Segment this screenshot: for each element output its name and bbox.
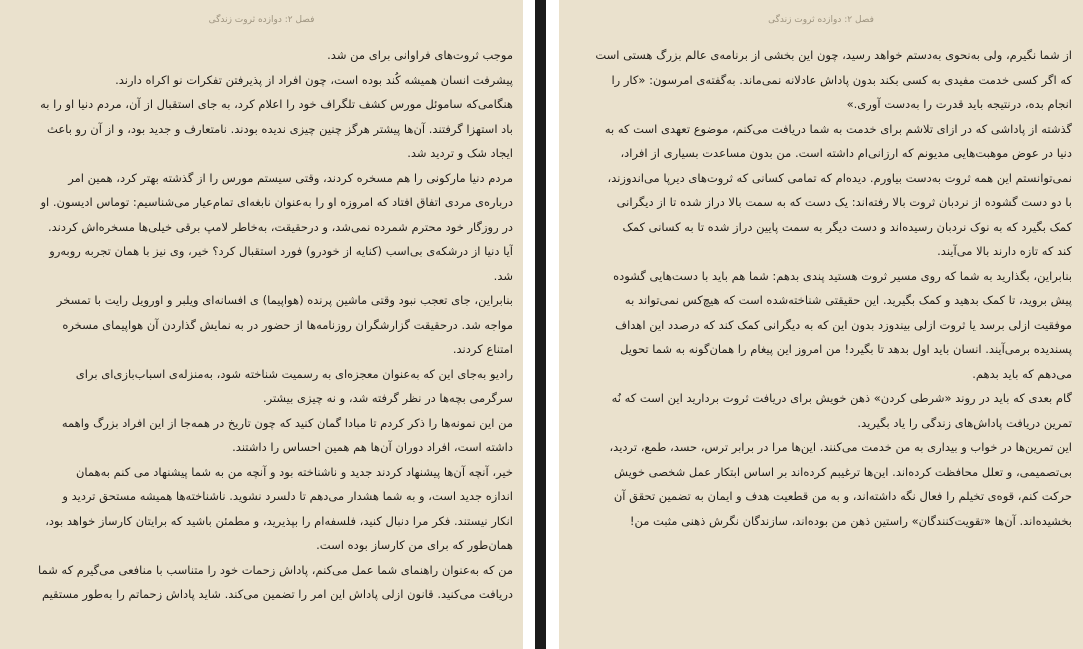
left-page-header: فصل ۲: دوازده ثروت زندگی	[208, 15, 315, 25]
right-page	[559, 0, 1083, 649]
page-divider	[535, 0, 546, 649]
text-line: با دو دست گشوده از نردبان ثروت بالا رفته‌اند: یک دست که به سمت بالا دراز شده تا از دیگرانی	[616, 195, 1072, 209]
text-line: انجام بده، درنتیجه باید قدرت را به‌دست آوری.»	[846, 97, 1072, 111]
text-line: گذشته از پاداشی که در ازای تلاشم برای خدمت به شما دریافت می‌کنم، موضوع تعهدی است که به	[604, 121, 1072, 136]
text-line: هنگامی‌که ساموئل مورس کشف تلگراف خود را اعلام کرد، به جای استقبال از آن، مردم دنیا او را به	[40, 97, 513, 111]
text-line: کمک بگیرد که به نوک نردبان رسیده‌اند و دست دیگر به سمت پایین دراز شده تا به کسانی کمک	[622, 219, 1072, 234]
text-line: بنابراین، جای تعجب نبود وقتی ماشین پرنده (هواپیما) ی افسانه‌ای ویلبر و اورویل رایت با تمسخر	[56, 293, 513, 307]
left-page-body	[18, 43, 513, 607]
text-line: پسندیده برمی‌آیند. انسان باید اول بدهد تا بگیرد! من امروز این پیغام را همان‌گونه به شما تحویل	[620, 342, 1072, 356]
text-line: پیشرفت انسان همیشه کُند بوده است، چون افراد از پذیرفتن تفکرات نو اکراه دارند.	[115, 72, 513, 87]
right-page-header: فصل ۲: دوازده ثروت زندگی	[768, 15, 874, 25]
text-line: از شما نگیرم، ولی به‌نحوی به‌دستم خواهد رسید، چون این بخشی از برنامه‌ی عالم بزرگ هستی است	[595, 48, 1072, 62]
text-line: رادیو به‌جای این که به‌عنوان معجزه‌ای به رسمیت شناخته شود، به‌منزله‌ی اسباب‌بازی‌ای برای	[75, 366, 513, 381]
text-line: که اگر کسی خدمت مفیدی به کسی بکند بدون پاداش عادلانه نمی‌ماند. به‌گفته‌ی امرسون: «کار را	[611, 72, 1072, 87]
text-line: ایجاد شک و تردید شد.	[407, 146, 513, 160]
text-line: بی‌تصمیمی، و تعلل محافظت کرده‌اند. این‌ها ترغیبم کرده‌اند بر اساس ابتکار عمل شخصی خویش	[614, 464, 1072, 479]
text-line: در روزگار خود محترم شمرده نمی‌شد، و درحقیقت، به‌خاطر لامپ برقی خیلی‌ها مسخره‌اش کردند.	[47, 219, 513, 234]
text-line: موجب ثروت‌های فراوانی برای من شد.	[327, 48, 513, 62]
text-line: امتناع کردند.	[452, 342, 513, 356]
text-line: پیش بروید، تا کمک بدهید و کمک بگیرید. این حقیقتی شناخته‌شده است که هیچ‌کس نمی‌تواند به	[624, 293, 1072, 307]
text-line: گام بعدی که باید در روند «شرطی کردن» ذهن خویش برای دریافت ثروت بردارید این است که نُه	[611, 391, 1072, 405]
text-line: حرکت کنم، قوه‌ی تخیلم را فعال نگه داشته‌اند، و به من قطعیت هدف و ایمان به تضمین تحقق آن	[613, 489, 1072, 503]
text-line: باد استهزا گرفتند. آن‌ها پیشتر هرگز چنین چیزی ندیده بودند. نامتعارف و جدید بود، و از آن رو باعث	[47, 121, 513, 136]
text-line: سرگرمی بچه‌ها در نظر گرفته شد، و نه چیزی بیشتر.	[262, 391, 513, 405]
text-line: آیا دنیا از درشکه‌ی بی‌اسب (کنایه از خودرو) فورد استقبال کرد؟ خیر، وی نیز با همان تجربه روبه‌رو	[49, 244, 513, 258]
text-line: انکار نیستند. فکر مرا دنبال کنید، فلسفه‌ام را بپذیرید، و مطمئن باشید که برایتان کارساز خواهد بود،	[45, 513, 513, 528]
text-line: موفقیت ازلی برسد یا ثروت ازلی بیندوزد بدون این که به دیگرانی کمک کند که درصدد این اهداف	[615, 317, 1072, 332]
text-line: تمرین دریافت پاداش‌های زندگی را یاد بگیرید.	[857, 415, 1072, 430]
text-line: دنیا در عوض موهبت‌هایی مدیونم که ارزانی‌ام داشته است. من بدون مساعدت بسیاری از افراد،	[620, 146, 1072, 160]
text-line: درباره‌ی مردی اتفاق افتاد که امروزه او را به‌عنوان نابغه‌ای تمام‌عیار می‌شناسیم: توماس ادیسون. او	[40, 195, 513, 209]
text-line: داشته است، افراد دوران آن‌ها هم همین احساس را داشتند.	[232, 440, 513, 454]
text-line: من این نمونه‌ها را ذکر کردم تا مبادا گمان کنید که چون تاریخ در همه‌جا از این افراد بزرگ واهمه	[61, 415, 513, 430]
text-line: کند که تازه دارند بالا می‌آیند.	[937, 244, 1072, 258]
text-line: اندازه جدید است، و به شما هشدار می‌دهم تا دلسرد نشوید. ناشناخته‌ها همیشه مستحق تردید و	[62, 489, 513, 503]
text-line: بنابراین، بگذارید به شما که روی مسیر ثروت هستید پندی بدهم: شما هم باید با دست‌هایی گشوده	[613, 268, 1072, 283]
left-page	[0, 0, 523, 649]
text-line: من که به‌عنوان راهنمای شما عمل می‌کنم، پاداش زحمات خود را متناسب با منافعی می‌گیرم که شما	[37, 562, 513, 577]
text-line: خیر، آنچه آن‌ها پیشنهاد کردند جدید و ناشناخته بود و آنچه من به شما پیشنهاد می کنم به‌همان	[75, 464, 513, 479]
text-line: مردم دنیا مارکونی را هم مسخره کردند، وقتی سیستم مورس را از گذشته بهتر کرد، همین امر	[68, 170, 513, 185]
text-line: شد.	[493, 268, 513, 283]
text-line: می‌دهم که باید بدهم.	[972, 366, 1072, 381]
text-line: همان‌طور که برای من کارساز بوده است.	[316, 538, 513, 552]
text-line: بخشیده‌اند. آن‌ها «تقویت‌کنندگان» راستین ذهن من بوده‌اند، سازندگان نگرش ذهنی مثبت من!	[629, 513, 1072, 528]
text-line: مواجه شد. درحقیقت گزارشگران روزنامه‌ها از حضور در به نمایش گذاردن آن هواپیمای مسخره	[62, 317, 513, 332]
text-line: نمی‌توانستم این همه ثروت به‌دست بیاورم. دیده‌ام که تمامی کسانی که ثروت‌های دیرپا می‌اندوزند،	[607, 170, 1072, 185]
text-line: دریافت می‌کنید. قانون ازلی پاداش این امر را تضمین می‌کند. شاید پاداش زحماتم را به‌طور مستقیم	[41, 587, 513, 601]
right-page-body	[578, 43, 1072, 533]
text-line: این تمرین‌ها در خواب و بیداری به من خدمت می‌کنند. این‌ها مرا در برابر ترس، حسد، طمع، تردید،	[609, 440, 1072, 454]
